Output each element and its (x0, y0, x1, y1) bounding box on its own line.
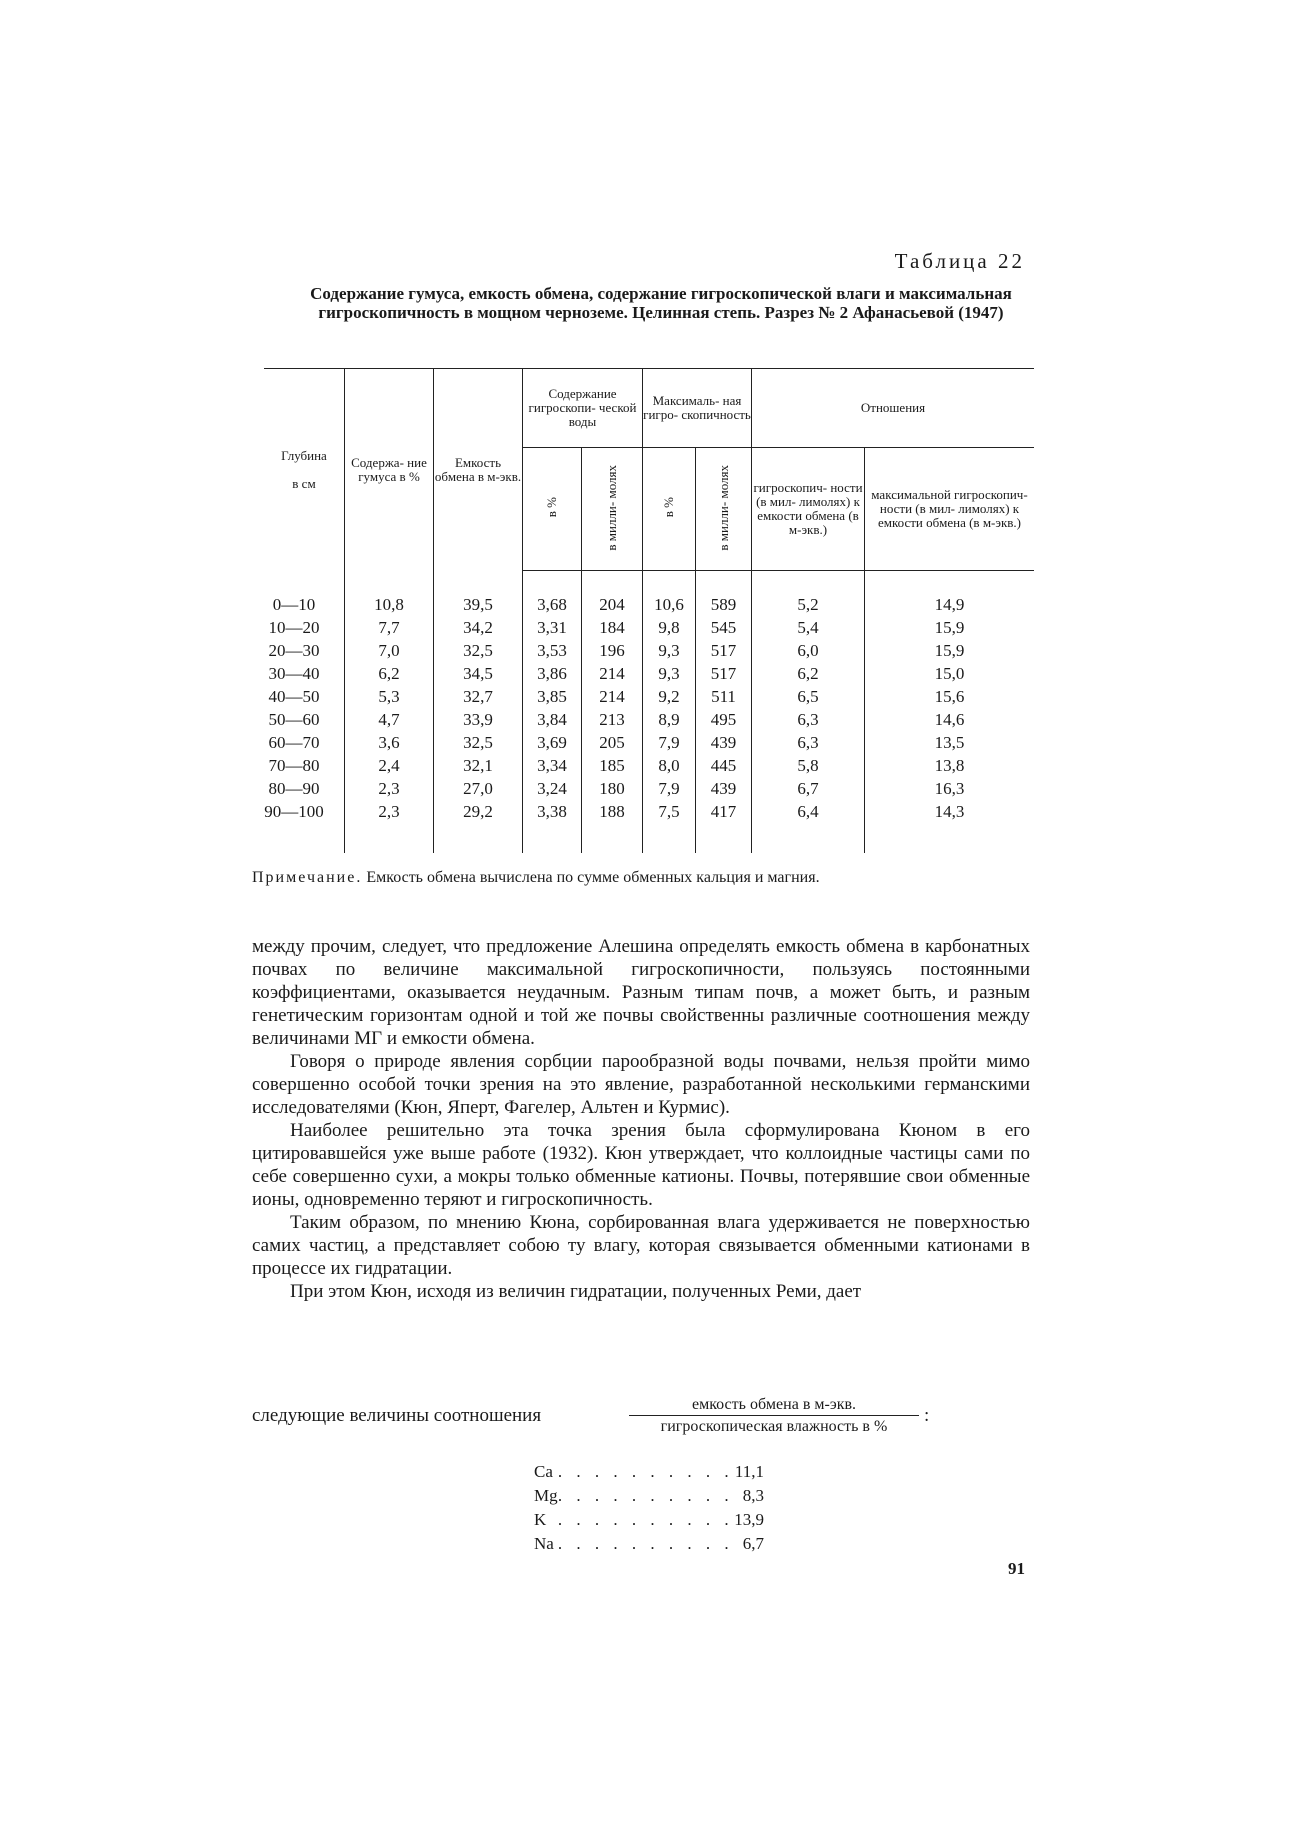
header-max-hygro: Максималь- ная гигро- скопичность (643, 369, 752, 448)
table-cell: 5,2 (752, 571, 865, 617)
header-ratio-hygro: гигроскопич- ности (в мил- лимолях) к емкости обмена (в м-экв.) (752, 448, 865, 571)
header-depth: Глубина в см (281, 447, 327, 491)
table-cell: 9,3 (643, 639, 696, 662)
table-cell: 60—70 (268, 733, 320, 752)
soil-data-table (264, 368, 1034, 853)
table-cell: 517 (696, 662, 752, 685)
table-cell: 8,0 (643, 754, 696, 777)
table-cell: 517 (696, 639, 752, 662)
cation-row (534, 1460, 764, 1484)
table-cell: 15,9 (865, 639, 1035, 662)
table-cell: 213 (582, 708, 643, 731)
cation-symbol: K (534, 1510, 547, 1529)
table-cell: 7,9 (643, 731, 696, 754)
ratio-formula (252, 1396, 1030, 1436)
table-cell: 16,3 (865, 777, 1035, 800)
table-cell: 2,4 (345, 754, 434, 777)
table-cell: 3,31 (523, 616, 582, 639)
header-humus: Содержа- ние гумуса в % (345, 369, 434, 571)
table-cell: 6,5 (752, 685, 865, 708)
table-cell: 0—10 (272, 594, 316, 614)
table-cell: 184 (582, 616, 643, 639)
table-cell: 90—100 (264, 802, 324, 821)
table-cell: 3,6 (345, 731, 434, 754)
table-cell: 9,3 (643, 662, 696, 685)
table-row (264, 685, 1034, 708)
formula-lead: следующие величины соотношения (252, 1405, 542, 1426)
paragraph: Наиболее решительно эта точка зрения была сформулирована Кюном в его цитировавшейся уже выше работе (1932). Кюн утверждает, что коллоидные частицы сами по себе совершенно сухи, а мокры только обменные катионы. Почвы, потерявшие свои обменные ионы, одновременно теряют и гигроскопичность. (252, 1120, 1030, 1210)
table-cell: 3,53 (523, 639, 582, 662)
table-row (264, 800, 1034, 853)
table-cell: 33,9 (434, 708, 523, 731)
leader-dots: . . . . . . . . . . (557, 1510, 734, 1529)
table-cell: 5,8 (752, 754, 865, 777)
table-cell: 6,4 (752, 800, 865, 853)
table-cell: 545 (696, 616, 752, 639)
table-row (264, 616, 1034, 639)
table-number: Таблица 22 (894, 249, 1025, 273)
header-water-mmol: в милли- молях (582, 448, 643, 571)
table-caption: Содержание гумуса, емкость обмена, содержание гигроскопической влаги и максимальная гигроскопичность в мощном черноземе. Целинная степь. Разрез № 2 Афанасьевой (1947) (310, 284, 1012, 322)
table-cell: 34,2 (434, 616, 523, 639)
header-hygro-water: Содержание гигроскопи- ческой воды (523, 369, 643, 448)
cation-list (534, 1460, 764, 1556)
table-cell: 7,7 (345, 616, 434, 639)
header-ratios: Отношения (752, 369, 1035, 448)
leader-dots: . . . . . . . . . . (557, 1534, 734, 1553)
cation-symbol: Na (534, 1534, 554, 1553)
table-row (264, 571, 1034, 617)
page-number: 91 (1008, 1559, 1025, 1578)
header-max-pct: в % (643, 448, 696, 571)
cation-value: 13,9 (734, 1510, 764, 1529)
table-cell: 204 (582, 571, 643, 617)
table-cell: 214 (582, 662, 643, 685)
table-cell: 3,85 (523, 685, 582, 708)
header-water-pct: в % (523, 448, 582, 571)
table-cell: 29,2 (434, 800, 523, 853)
table-cell: 188 (582, 800, 643, 853)
cation-value: 8,3 (742, 1486, 764, 1505)
cation-row (534, 1532, 764, 1556)
table-cell: 70—80 (268, 756, 320, 775)
formula-colon: : (924, 1405, 930, 1426)
table-cell: 6,0 (752, 639, 865, 662)
table-cell: 7,5 (643, 800, 696, 853)
table-cell: 15,9 (865, 616, 1035, 639)
table-cell: 80—90 (268, 779, 320, 798)
table-cell: 32,1 (434, 754, 523, 777)
table-cell: 3,38 (523, 800, 582, 853)
table-cell: 40—50 (268, 687, 320, 706)
formula-fraction (629, 1396, 919, 1436)
table-cell: 6,7 (752, 777, 865, 800)
paragraph: Говоря о природе явления сорбции парообразной воды почвами, нельзя пройти мимо совершенно особой точки зрения на это явление, разработанной несколькими германскими исследователями (Кюн, Яперт, Фагелер, Альтен и Курмис). (252, 1051, 1030, 1118)
table-cell: 6,3 (752, 708, 865, 731)
leader-dots: . . . . . . . . . . (557, 1486, 734, 1505)
table-cell: 9,8 (643, 616, 696, 639)
cation-value: 11,1 (734, 1462, 764, 1481)
table-row (264, 708, 1034, 731)
header-ratio-max: максимальной гигроскопич- ности (в мил- лимолях) к емкости обмена (в м-экв.) (865, 448, 1035, 571)
table-cell: 6,2 (752, 662, 865, 685)
table-cell: 3,86 (523, 662, 582, 685)
table-cell: 2,3 (345, 777, 434, 800)
table-cell: 39,5 (434, 571, 523, 617)
table-row (264, 662, 1034, 685)
paragraph: При этом Кюн, исходя из величин гидратации, полученных Реми, дает (290, 1281, 862, 1302)
table-cell: 2,3 (345, 800, 434, 853)
table-cell: 3,34 (523, 754, 582, 777)
table-cell: 3,69 (523, 731, 582, 754)
table-cell: 14,3 (865, 800, 1035, 853)
table-cell: 6,3 (752, 731, 865, 754)
table-note (252, 868, 1032, 887)
table-cell: 511 (696, 685, 752, 708)
table-cell: 205 (582, 731, 643, 754)
table-cell: 32,5 (434, 639, 523, 662)
table-cell: 5,3 (345, 685, 434, 708)
table-cell: 589 (696, 571, 752, 617)
formula-numerator: емкость обмена в м-экв. (629, 1396, 919, 1416)
table-cell: 445 (696, 754, 752, 777)
table-cell: 32,7 (434, 685, 523, 708)
table-cell: 196 (582, 639, 643, 662)
table-row (264, 731, 1034, 754)
table-cell: 185 (582, 754, 643, 777)
table-cell: 3,84 (523, 708, 582, 731)
paragraph: между прочим, следует, что предложение Алешина определять емкость обмена в карбонатных почвах по величине максимальной гигроскопичности, пользуясь постоянными коэффициентами, оказывается неудачным. Разным типам почв, а может быть, и разным генетическим горизонтам одной и той же почвы свойственны различные соотношения между величинами МГ и емкости обмена. (252, 936, 1030, 1049)
note-label: Примечание. (252, 869, 363, 886)
table-cell: 14,6 (865, 708, 1035, 731)
table-cell: 10—20 (268, 618, 320, 637)
table-cell: 180 (582, 777, 643, 800)
table-cell: 14,9 (865, 571, 1035, 617)
cation-row (534, 1508, 764, 1532)
table-cell: 214 (582, 685, 643, 708)
table-cell: 495 (696, 708, 752, 731)
table-cell: 13,8 (865, 754, 1035, 777)
table-cell: 7,0 (345, 639, 434, 662)
table-cell: 13,5 (865, 731, 1035, 754)
table-cell: 15,0 (865, 662, 1035, 685)
header-max-mmol: в милли- молях (696, 448, 752, 571)
table-cell: 32,5 (434, 731, 523, 754)
table-cell: 34,5 (434, 662, 523, 685)
table-cell: 3,24 (523, 777, 582, 800)
cation-symbol: Ca (534, 1462, 553, 1481)
table-cell: 10,8 (345, 571, 434, 617)
table-cell: 3,68 (523, 571, 582, 617)
table-cell: 7,9 (643, 777, 696, 800)
table-row (264, 754, 1034, 777)
table-cell: 30—40 (268, 664, 320, 683)
body-text (252, 935, 1030, 1303)
table-row (264, 777, 1034, 800)
table-cell: 20—30 (268, 641, 320, 660)
cation-row (534, 1484, 764, 1508)
formula-denominator: гигроскопическая влажность в % (660, 1418, 888, 1435)
table-cell: 27,0 (434, 777, 523, 800)
table-cell: 5,4 (752, 616, 865, 639)
table-cell: 9,2 (643, 685, 696, 708)
table-cell: 417 (696, 800, 752, 853)
table-cell: 4,7 (345, 708, 434, 731)
table-cell: 6,2 (345, 662, 434, 685)
table-cell: 439 (696, 731, 752, 754)
paragraph: Таким образом, по мнению Кюна, сорбированная влага удерживается не поверхностью самих частиц, а представляет собою ту влагу, которая связывается обменными катионами в процессе их гидратации. (252, 1212, 1030, 1279)
table-row (264, 639, 1034, 662)
note-text: Емкость обмена вычислена по сумме обменных кальция и магния. (362, 869, 820, 886)
leader-dots: . . . . . . . . . . (557, 1462, 734, 1481)
table-cell: 439 (696, 777, 752, 800)
table-cell: 50—60 (268, 710, 320, 729)
cation-symbol: Mg (534, 1486, 558, 1505)
cation-value: 6,7 (742, 1534, 764, 1553)
table-cell: 8,9 (643, 708, 696, 731)
table-cell: 10,6 (643, 571, 696, 617)
header-capacity: Емкость обмена в м-экв. (434, 369, 523, 571)
table-cell: 15,6 (865, 685, 1035, 708)
